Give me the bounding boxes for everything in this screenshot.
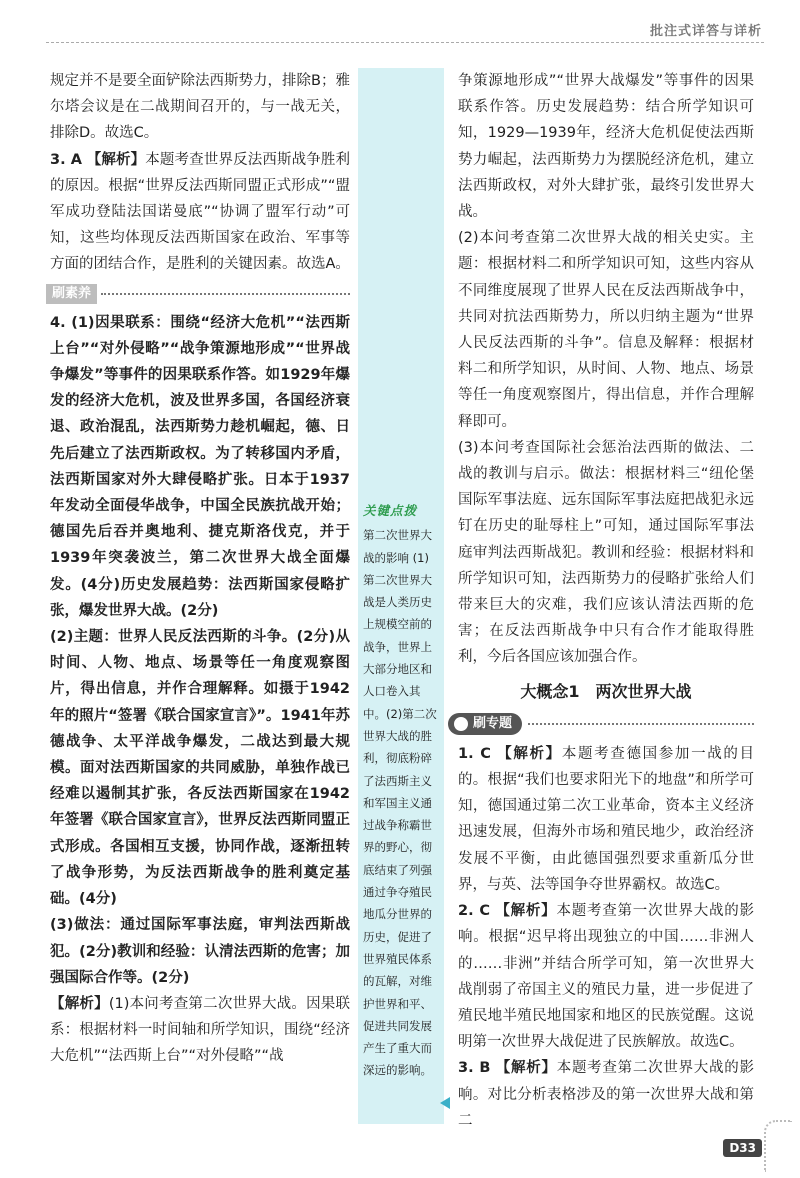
- question-1: [458, 741, 754, 898]
- question-number: 3. A: [50, 151, 82, 168]
- question-2: [458, 898, 754, 1055]
- question-text: 本题考查第一次世界大战的影响。根据“迟早将出现独立的中国……非洲人的……非洲”并结合所学可知，第一次世界大战削弱了帝国主义的殖民力量，进一步促进了殖民地半殖民地国家和地区的民族觉醒。这说明第一次世界大战促进了民族解放。故选C。: [458, 903, 755, 1051]
- question-text: 本题考查德国参加一战的目的。根据“我们也要求阳光下的地盘”和所学可知，德国通过第二次工业革命，资本主义经济迅速发展，但海外市场和殖民地少，政治经济发展不平衡，由此德国强烈要求重新瓜分世界，与英、法等国争夺世界霸权。故选C。: [458, 745, 755, 893]
- pen-icon: [454, 717, 468, 731]
- tip-title: 关键点拨: [363, 503, 418, 518]
- analysis-tag: 【解析】: [50, 995, 109, 1012]
- question-4-part3: (3)做法：通过国际军事法庭，审判法西斯战犯。(2分)教训和经验：认清法西斯的危害；加强国际合作等。(2分): [50, 917, 350, 986]
- analysis-tag: 【解析】: [497, 745, 562, 762]
- section-label: 刷专题: [473, 715, 513, 731]
- analysis-text: (1)本问考查第二次世界大战。因果联系：根据材料一时间轴和所学知识，围绕“经济大危机”“法西斯上台”“对外侵略”“战: [50, 995, 351, 1065]
- big-concept-heading: 大概念1 两次世界大战: [520, 681, 692, 701]
- section-dots: [528, 723, 754, 725]
- section-header-zhuanti: [448, 713, 754, 735]
- section-header-suyang: [46, 284, 350, 304]
- question-4-analysis: [50, 991, 350, 1070]
- analysis-tag: 【解析】: [495, 1060, 557, 1077]
- tip-arrow-icon: [440, 1097, 450, 1109]
- paragraph-part2: (2)本问考查第二次世界大战的相关史实。主题：根据材料二和所学知识可知，这些内容从不同维度展现了世界人民在反法西斯战争中，共同对抗法西斯势力，所以归纳主题为“世界人民反法西斯的斗争”。信息及解释：根据材料二和所学知识，从时间、人物、地点、场景等任一角度观察图片，得出信息，并作合理解释即可。: [458, 230, 754, 430]
- analysis-tag: 【解析】: [86, 151, 146, 168]
- question-4-part1: [50, 310, 350, 624]
- page-number: D33: [723, 1139, 762, 1157]
- right-column: [458, 68, 754, 1134]
- analysis-tag: 【解析】: [495, 903, 557, 920]
- question-3: [50, 147, 350, 278]
- paragraph-continued: 争策源地形成”“世界大战爆发”等事件的因果联系作答。历史发展趋势：结合所学知识可知，1929—1939年，经济大危机促使法西斯势力崛起，法西斯势力为摆脱经济危机，建立法西斯政权，对外大肆扩张，最终引发世界大战。: [458, 73, 754, 221]
- section-dots: [101, 293, 350, 295]
- tip-text: 第二次世界大战的影响 (1)第二次世界大战是人类历史上规模空前的战争，世界上大部分地区和人口卷入其中。(2)第二次世界大战的胜利，彻底粉碎了法西斯主义和军国主义通过战争称霸世界的野心，彻底结束了列强通过争夺殖民地瓜分世界的历史，促进了世界殖民体系的瓦解，对维护世界和平、促进共同发展产生了重大而深远的影响。: [363, 528, 437, 1078]
- question-3: [458, 1055, 754, 1134]
- answer-text: (1)因果联系：围绕“经济大危机”“法西斯上台”“对外侵略”“战争策源地形成”“世界战争爆发”等事件的因果联系作答。如1929年爆发的经济大危机，波及世界多国，各国经济衰退、政治混乱，法西斯势力趁机崛起，德、日先后建立了法西斯政权。为了转移国内矛盾，法西斯国家对外大肆侵略扩张。日本于1937年发动全面侵华战争，中国全民族抗战开始；德国先后吞并奥地利、捷克斯洛伐克，并于1939年突袭波兰，第二次世界大战全面爆发。(4分)历史发展趋势：法西斯国家侵略扩张，爆发世界大战。(2分): [50, 314, 350, 619]
- question-number: 1. C: [458, 745, 491, 762]
- header-title: 批注式详答与详析: [649, 24, 762, 39]
- header-divider: [46, 42, 764, 43]
- paragraph-part3: (3)本问考查国际社会惩治法西斯的做法、二战的教训与启示。做法：根据材料三“纽伦堡国际军事法庭、远东国际军事法庭把战犯永远钉在历史的耻辱柱上”可知，通过国际军事法庭审判法西斯战犯。教训和经验：根据材料和所学知识可知，法西斯势力的侵略扩张给人们带来巨大的灾难，我们应该认清法西斯的危害；在反法西斯战争中只有合作才能取得胜利，今后各国应该加强合作。: [458, 439, 754, 666]
- question-text: 本题考查第二次世界大战的影响。对比分析表格涉及的第一次世界大战和第二: [458, 1060, 755, 1129]
- paragraph-intro: 规定并不是要全面铲除法西斯势力，排除B；雅尔塔会议是在二战期间召开的，与一战无关，排除D。故选C。: [50, 73, 350, 142]
- question-number: 2. C: [458, 903, 491, 920]
- section-badge: [448, 713, 522, 735]
- question-number: 4.: [50, 314, 66, 331]
- key-tip-box: [363, 500, 439, 1082]
- question-number: 3. B: [458, 1060, 491, 1077]
- page-corner-decoration: [764, 1120, 792, 1172]
- section-label: 刷素养: [46, 284, 97, 304]
- question-text: 本题考查世界反法西斯战争胜利的原因。根据“世界反法西斯同盟正式形成”“盟军成功登陆法国诺曼底”“协调了盟军行动”可知，这些均体现反法西斯国家在政治、军事等方面的团结合作，是胜利的关键因素。故选A。: [50, 151, 351, 273]
- question-4-part2: (2)主题：世界人民反法西斯的斗争。(2分)从时间、人物、地点、场景等任一角度观察图片，得出信息，并作合理解释。如摄于1942年的照片“签署《联合国家宣言》”。1941年苏德战争、太平洋战争爆发，二战达到最大规模。面对法西斯国家的共同威胁，单独作战已经难以遏制其扩张，各反法西斯国家在1942年签署《联合国家宣言》，世界反法西斯同盟正式形成。各国相互支援，协同作战，逐渐扭转了战争形势，为反法西斯战争的胜利奠定基础。(4分): [50, 629, 350, 908]
- left-column: [50, 68, 350, 1070]
